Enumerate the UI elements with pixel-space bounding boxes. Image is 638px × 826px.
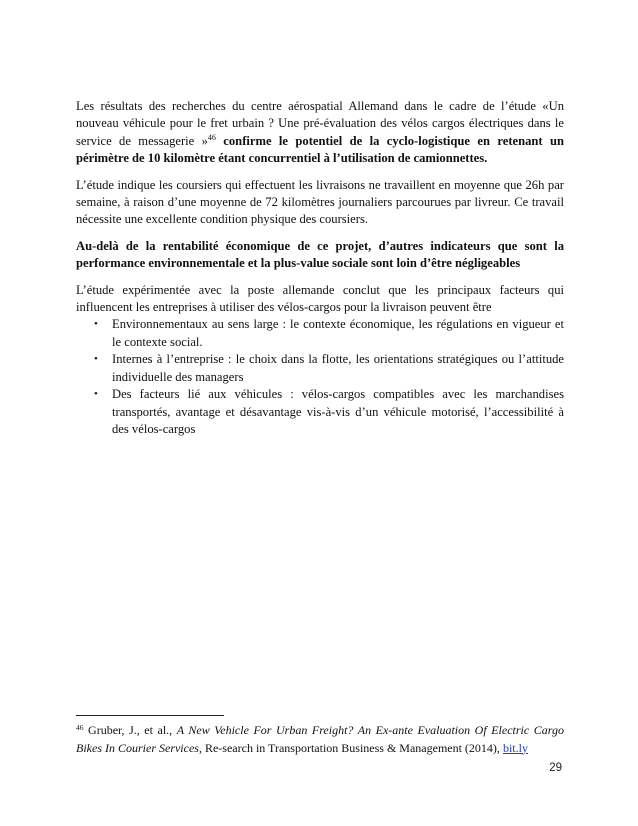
footnote [76,722,564,757]
paragraph-factors-intro-text: L’étude expérimentée avec la poste allemande conclut que les principaux facteurs qui influencent les entreprises à utiliser des vélos-cargos pour la livraison peuvent être [76,282,564,315]
footnote-authors: Gruber, J., et al., [83,723,177,737]
footnote-source: Re-search in Transportation Business & Management (2014), [201,740,503,755]
list-item-text: Environnementaux au sens large : le contexte économique, les régulations en vigueur et le contexte social. [112,317,564,349]
body-text [76,98,564,438]
footnote-reference[interactable]: 46 [207,132,216,142]
paragraph-factors-intro [76,282,564,317]
list-item [76,351,564,386]
list-item [76,316,564,351]
list-item-text: Des facteurs lié aux véhicules : vélos-cargos compatibles avec les marchandises transportés, avantage et désavantage vis-à-vis d’un véhicule motorisé, l’accessibilité à des vélos-cargos [112,387,564,436]
footnote-number: 46 [76,723,84,732]
footnote-separator [76,715,224,716]
paragraph-indicators-text: Au-delà de la rentabilité économique de ce projet, d’autres indicateurs que sont la performance environnementale et la plus-value sociale sont loin d’être négligeables [76,238,564,271]
paragraph-dlr-study [76,98,564,168]
bullet-icon: • [94,388,98,401]
bullet-icon: • [94,318,98,331]
footnote-link[interactable]: bit.ly [502,740,528,755]
factors-list [76,316,564,438]
list-item [76,386,564,438]
paragraph-couriers-text: L’étude indique les coursiers qui effectuent les livraisons ne travaillent en moyenne que 26h par semaine, à raison d’une moyenne de 72 kilomètres journaliers parcourues par livreur. Ce travail nécessite une excellente condition physique des coursiers. [76,177,564,227]
paragraph-couriers [76,177,564,229]
footnote-title: A New Vehicle For Urban Freight? An Ex-ante Evaluation Of Electric Cargo Bikes In Courier Services, [76,723,564,755]
list-item-text: Internes à l’entreprise : le choix dans la flotte, les orientations stratégiques ou l’attitude individuelle des managers [112,352,564,384]
paragraph-dlr-study-conclusion: confirme le potentiel de la cyclo-logistique en retenant un périmètre de 10 kilomètre étant concurrentiel à l’utilisation de camionnettes. [76,133,564,166]
page-number: 29 [549,762,562,774]
bullet-icon: • [94,353,98,366]
paragraph-dlr-study-text: Les résultats des recherches du centre aérospatial Allemand dans le cadre de l’étude «Un nouveau véhicule pour le fret urbain ? Une pré-évaluation des vélos cargos électriques dans le service de messagerie » [76,99,564,148]
paragraph-indicators-heading [76,238,564,273]
